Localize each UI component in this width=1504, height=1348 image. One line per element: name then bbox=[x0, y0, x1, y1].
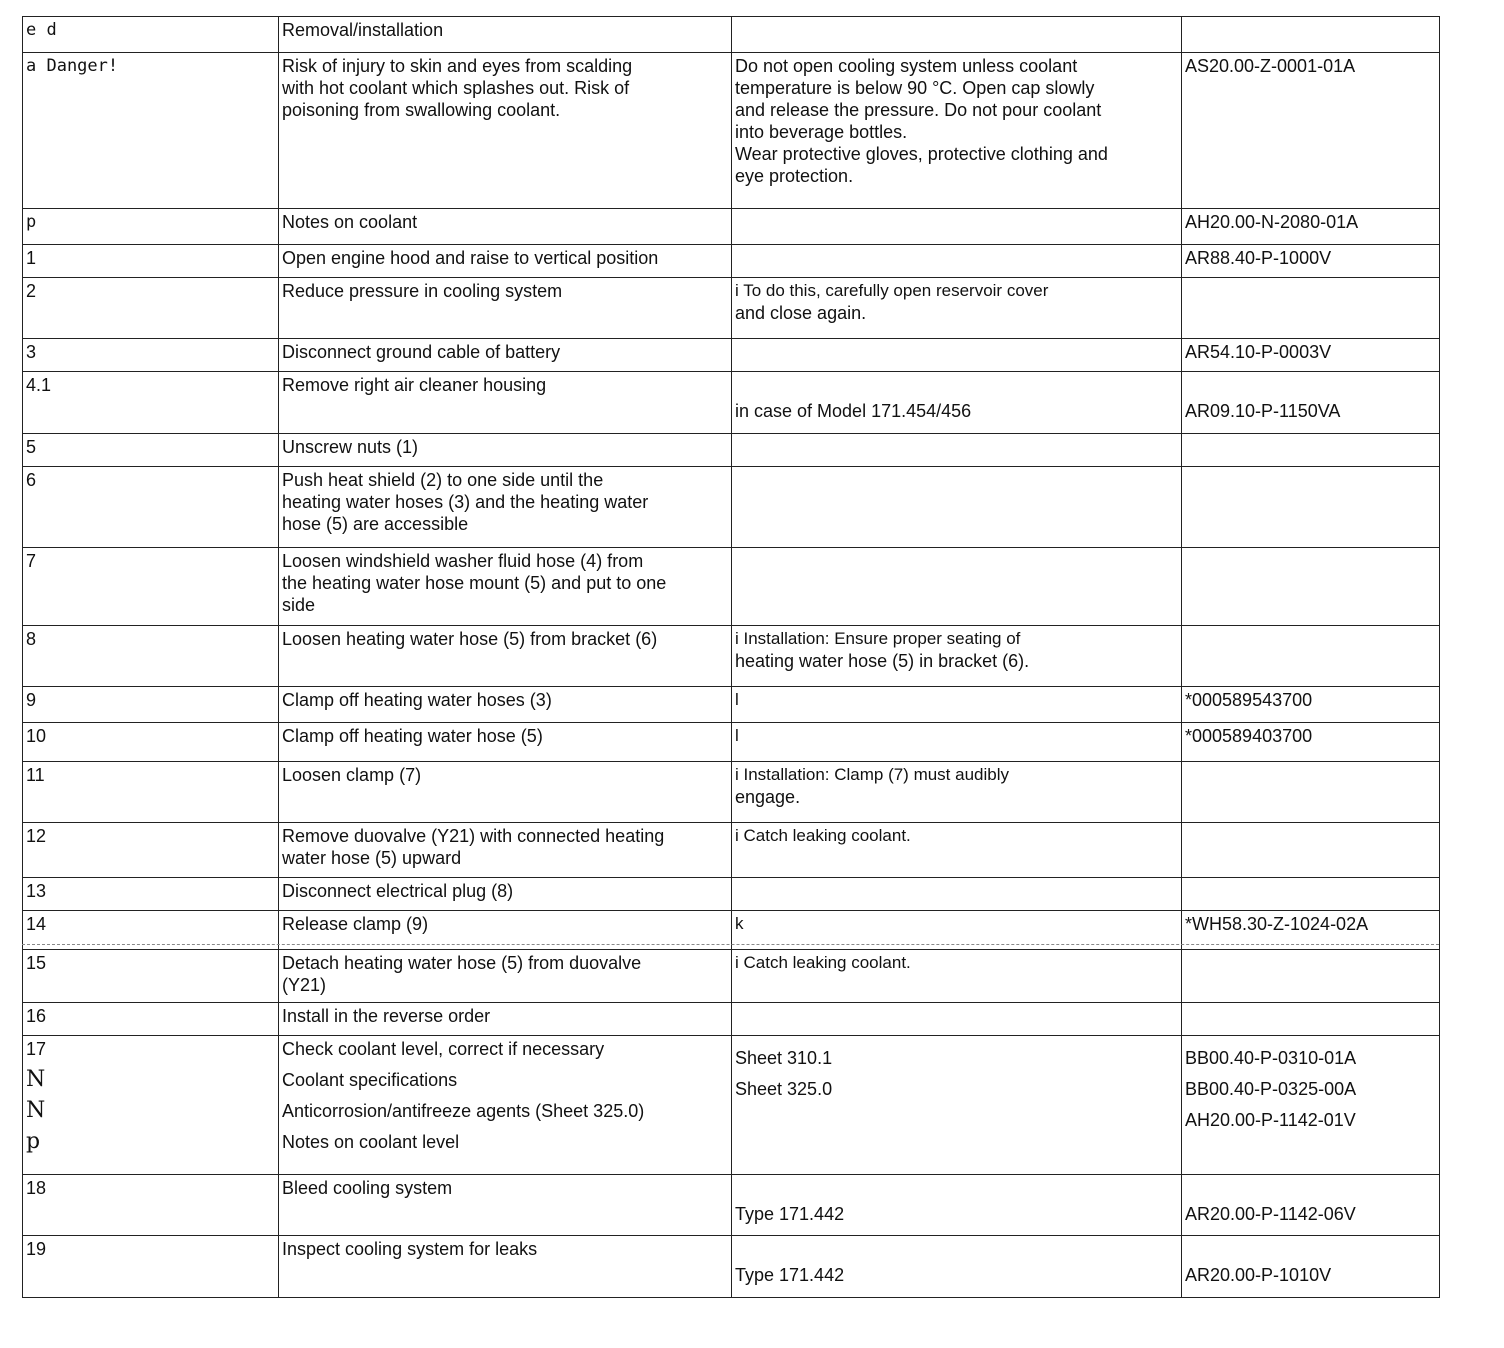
reference-cell bbox=[1182, 1036, 1440, 1175]
note-cell bbox=[732, 1175, 1182, 1236]
reference-cell bbox=[1182, 339, 1440, 372]
cell-text: Clamp off heating water hoses (3) bbox=[282, 690, 552, 710]
reference-cell bbox=[1182, 823, 1440, 878]
note-cell bbox=[732, 1003, 1182, 1036]
cell-text: p bbox=[26, 1129, 41, 1154]
step-cell bbox=[23, 434, 279, 467]
cell-text: Install in the reverse order bbox=[282, 1006, 491, 1026]
cell-text: 6 bbox=[26, 470, 37, 490]
note-cell bbox=[732, 762, 1182, 823]
step-cell bbox=[23, 878, 279, 911]
cell-text: N bbox=[26, 1067, 46, 1092]
step-cell bbox=[23, 723, 279, 762]
table-row bbox=[23, 17, 1440, 53]
instruction-cell bbox=[279, 372, 732, 434]
instruction-cell bbox=[279, 434, 732, 467]
instruction-cell bbox=[279, 723, 732, 762]
step-cell bbox=[23, 626, 279, 687]
step-cell bbox=[23, 950, 279, 1003]
cell-text: Sheet 310.1 bbox=[735, 1048, 833, 1068]
cell-text: 18 bbox=[26, 1178, 47, 1198]
cell-text: i To do this, carefully open reservoir cover bbox=[735, 281, 1049, 300]
cell-text: k bbox=[735, 914, 744, 933]
note-cell bbox=[732, 878, 1182, 911]
cell-text: 16 bbox=[26, 1006, 47, 1026]
table-row bbox=[23, 878, 1440, 911]
cell-text: 11 bbox=[26, 765, 45, 785]
cell-text: Wear protective gloves, protective clothing and bbox=[735, 144, 1108, 164]
cell-text: a Danger! bbox=[26, 56, 119, 76]
table-row bbox=[23, 434, 1440, 467]
cell-text: Removal/installation bbox=[282, 20, 444, 40]
table-row bbox=[23, 209, 1440, 245]
cell-text: Anticorrosion/antifreeze agents (Sheet 325.0) bbox=[282, 1101, 645, 1121]
cell-text: *WH58.30-Z-1024-02A bbox=[1185, 914, 1369, 934]
note-cell bbox=[732, 434, 1182, 467]
instruction-cell bbox=[279, 245, 732, 278]
cell-text: i Catch leaking coolant. bbox=[735, 953, 911, 972]
cell-text: Detach heating water hose (5) from duovalve bbox=[282, 953, 642, 973]
cell-text: temperature is below 90 °C. Open cap slowly bbox=[735, 78, 1095, 98]
instruction-cell bbox=[279, 762, 732, 823]
step-cell bbox=[23, 687, 279, 723]
note-cell bbox=[732, 278, 1182, 339]
cell-text: e d bbox=[26, 20, 57, 40]
cell-text: AR20.00-P-1010V bbox=[1185, 1265, 1332, 1285]
cell-text: Inspect cooling system for leaks bbox=[282, 1239, 538, 1259]
cell-text: Check coolant level, correct if necessary bbox=[282, 1039, 605, 1059]
table-row bbox=[23, 823, 1440, 878]
cell-text: 15 bbox=[26, 953, 47, 973]
cell-text: 7 bbox=[26, 551, 37, 571]
reference-cell bbox=[1182, 878, 1440, 911]
table-row bbox=[23, 548, 1440, 626]
note-cell bbox=[732, 1236, 1182, 1298]
reference-cell bbox=[1182, 434, 1440, 467]
instruction-cell bbox=[279, 278, 732, 339]
table-row bbox=[23, 278, 1440, 339]
table-row bbox=[23, 372, 1440, 434]
cell-text: water hose (5) upward bbox=[282, 848, 462, 868]
table-row bbox=[23, 1003, 1440, 1036]
instruction-cell bbox=[279, 548, 732, 626]
cell-text: AR09.10-P-1150VA bbox=[1185, 401, 1341, 421]
cell-text: poisoning from swallowing coolant. bbox=[282, 100, 561, 120]
cell-text: AH20.00-N-2080-01A bbox=[1185, 212, 1359, 232]
cell-text: (Y21) bbox=[282, 975, 327, 995]
instruction-cell bbox=[279, 950, 732, 1003]
table-row bbox=[23, 467, 1440, 548]
step-cell bbox=[23, 548, 279, 626]
cell-text: Type 171.442 bbox=[735, 1204, 845, 1224]
page-separator bbox=[22, 944, 1439, 945]
reference-cell bbox=[1182, 53, 1440, 209]
table-row bbox=[23, 1036, 1440, 1175]
cell-text: AR20.00-P-1142-06V bbox=[1185, 1204, 1356, 1224]
table-row bbox=[23, 626, 1440, 687]
cell-text: 13 bbox=[26, 881, 47, 901]
step-cell bbox=[23, 1236, 279, 1298]
cell-text: Remove right air cleaner housing bbox=[282, 375, 547, 395]
cell-text: Coolant specifications bbox=[282, 1070, 458, 1090]
table-row bbox=[23, 245, 1440, 278]
cell-text: 4.1 bbox=[26, 375, 52, 395]
cell-text: Unscrew nuts (1) bbox=[282, 437, 419, 457]
cell-text: Release clamp (9) bbox=[282, 914, 429, 934]
cell-text: 3 bbox=[26, 342, 37, 362]
cell-text: p bbox=[26, 212, 37, 232]
table-row bbox=[23, 53, 1440, 209]
table-row bbox=[23, 1175, 1440, 1236]
cell-text: 9 bbox=[26, 690, 37, 710]
instruction-cell bbox=[279, 823, 732, 878]
cell-text: l bbox=[735, 690, 739, 709]
cell-text: BB00.40-P-0310-01A bbox=[1185, 1048, 1357, 1068]
cell-text: eye protection. bbox=[735, 166, 854, 186]
cell-text: Notes on coolant bbox=[282, 212, 418, 232]
reference-cell bbox=[1182, 548, 1440, 626]
cell-text: AR88.40-P-1000V bbox=[1185, 248, 1332, 268]
note-cell bbox=[732, 950, 1182, 1003]
cell-text: 8 bbox=[26, 629, 37, 649]
reference-cell bbox=[1182, 950, 1440, 1003]
reference-cell bbox=[1182, 762, 1440, 823]
note-cell bbox=[732, 1036, 1182, 1175]
instruction-cell bbox=[279, 1236, 732, 1298]
table-row bbox=[23, 1236, 1440, 1298]
cell-text bbox=[735, 1177, 1179, 1199]
cell-text: Do not open cooling system unless coolant bbox=[735, 56, 1078, 76]
step-cell bbox=[23, 278, 279, 339]
cell-text: AR54.10-P-0003V bbox=[1185, 342, 1332, 362]
cell-text bbox=[735, 374, 1179, 396]
note-cell bbox=[732, 372, 1182, 434]
cell-text: Open engine hood and raise to vertical position bbox=[282, 248, 659, 268]
cell-text: Loosen windshield washer fluid hose (4) from bbox=[282, 551, 644, 571]
procedure-table-body bbox=[23, 17, 1440, 1298]
cell-text bbox=[1185, 1177, 1437, 1199]
reference-cell bbox=[1182, 687, 1440, 723]
reference-cell bbox=[1182, 723, 1440, 762]
note-cell bbox=[732, 339, 1182, 372]
cell-text: heating water hose (5) in bracket (6). bbox=[735, 651, 1030, 671]
note-cell bbox=[732, 626, 1182, 687]
cell-text: Clamp off heating water hose (5) bbox=[282, 726, 543, 746]
cell-text: 17 bbox=[26, 1039, 47, 1059]
step-cell bbox=[23, 339, 279, 372]
reference-cell bbox=[1182, 372, 1440, 434]
step-cell bbox=[23, 823, 279, 878]
cell-text: side bbox=[282, 595, 316, 615]
note-cell bbox=[732, 548, 1182, 626]
cell-text: *000589543700 bbox=[1185, 690, 1313, 710]
note-cell bbox=[732, 53, 1182, 209]
table-row bbox=[23, 950, 1440, 1003]
reference-cell bbox=[1182, 278, 1440, 339]
instruction-cell bbox=[279, 878, 732, 911]
cell-text: BB00.40-P-0325-00A bbox=[1185, 1079, 1357, 1099]
reference-cell bbox=[1182, 1003, 1440, 1036]
procedure-table bbox=[22, 16, 1440, 1298]
cell-text bbox=[1185, 374, 1437, 396]
cell-text: Sheet 325.0 bbox=[735, 1079, 833, 1099]
cell-text: 2 bbox=[26, 281, 37, 301]
step-cell bbox=[23, 372, 279, 434]
note-cell bbox=[732, 467, 1182, 548]
reference-cell bbox=[1182, 209, 1440, 245]
cell-text: 10 bbox=[26, 726, 47, 746]
cell-text: Remove duovalve (Y21) with connected heating bbox=[282, 826, 665, 846]
cell-text: the heating water hose mount (5) and put to one bbox=[282, 573, 667, 593]
cell-text: Disconnect ground cable of battery bbox=[282, 342, 561, 362]
reference-cell bbox=[1182, 1175, 1440, 1236]
step-cell bbox=[23, 1036, 279, 1175]
cell-text: Reduce pressure in cooling system bbox=[282, 281, 563, 301]
cell-text: i Installation: Clamp (7) must audibly bbox=[735, 765, 1010, 784]
note-cell bbox=[732, 209, 1182, 245]
cell-text: Loosen heating water hose (5) from bracket (6) bbox=[282, 629, 658, 649]
cell-text: Bleed cooling system bbox=[282, 1178, 453, 1198]
instruction-cell bbox=[279, 1003, 732, 1036]
note-cell bbox=[732, 823, 1182, 878]
cell-text: 1 bbox=[26, 248, 37, 268]
reference-cell bbox=[1182, 467, 1440, 548]
cell-text: AS20.00-Z-0001-01A bbox=[1185, 56, 1356, 76]
step-cell bbox=[23, 1003, 279, 1036]
cell-text: i Catch leaking coolant. bbox=[735, 826, 911, 845]
cell-text: 12 bbox=[26, 826, 47, 846]
table-row bbox=[23, 762, 1440, 823]
instruction-cell bbox=[279, 209, 732, 245]
note-cell bbox=[732, 17, 1182, 53]
table-row bbox=[23, 687, 1440, 723]
note-cell bbox=[732, 687, 1182, 723]
step-cell bbox=[23, 245, 279, 278]
instruction-cell bbox=[279, 626, 732, 687]
cell-text: with hot coolant which splashes out. Risk of bbox=[282, 78, 630, 98]
cell-text: N bbox=[26, 1098, 46, 1123]
note-cell bbox=[732, 723, 1182, 762]
cell-text: Push heat shield (2) to one side until the bbox=[282, 470, 604, 490]
step-cell bbox=[23, 17, 279, 53]
cell-text: i Installation: Ensure proper seating of bbox=[735, 629, 1021, 648]
instruction-cell bbox=[279, 17, 732, 53]
cell-text bbox=[1185, 1238, 1437, 1260]
cell-text: Loosen clamp (7) bbox=[282, 765, 422, 785]
instruction-cell bbox=[279, 339, 732, 372]
cell-text: *000589403700 bbox=[1185, 726, 1313, 746]
cell-text: AH20.00-P-1142-01V bbox=[1185, 1110, 1356, 1130]
cell-text: 5 bbox=[26, 437, 37, 457]
cell-text: hose (5) are accessible bbox=[282, 514, 469, 534]
reference-cell bbox=[1182, 1236, 1440, 1298]
cell-text: in case of Model 171.454/456 bbox=[735, 401, 972, 421]
cell-text bbox=[735, 1238, 1179, 1260]
reference-cell bbox=[1182, 626, 1440, 687]
cell-text: into beverage bottles. bbox=[735, 122, 908, 142]
cell-text: 19 bbox=[26, 1239, 47, 1259]
step-cell bbox=[23, 762, 279, 823]
note-cell bbox=[732, 245, 1182, 278]
step-cell bbox=[23, 467, 279, 548]
cell-text: l bbox=[735, 726, 739, 745]
instruction-cell bbox=[279, 1036, 732, 1175]
table-row bbox=[23, 723, 1440, 762]
reference-cell bbox=[1182, 17, 1440, 53]
cell-text: Notes on coolant level bbox=[282, 1132, 460, 1152]
cell-text: Type 171.442 bbox=[735, 1265, 845, 1285]
cell-text: Risk of injury to skin and eyes from scalding bbox=[282, 56, 633, 76]
cell-text: and close again. bbox=[735, 303, 867, 323]
cell-text: 14 bbox=[26, 914, 47, 934]
cell-text: Disconnect electrical plug (8) bbox=[282, 881, 514, 901]
table-row bbox=[23, 339, 1440, 372]
instruction-cell bbox=[279, 687, 732, 723]
instruction-cell bbox=[279, 467, 732, 548]
cell-text: heating water hoses (3) and the heating water bbox=[282, 492, 649, 512]
step-cell bbox=[23, 53, 279, 209]
step-cell bbox=[23, 1175, 279, 1236]
cell-text: and release the pressure. Do not pour coolant bbox=[735, 100, 1102, 120]
instruction-cell bbox=[279, 53, 732, 209]
cell-text: engage. bbox=[735, 787, 801, 807]
step-cell bbox=[23, 209, 279, 245]
reference-cell bbox=[1182, 245, 1440, 278]
instruction-cell bbox=[279, 1175, 732, 1236]
